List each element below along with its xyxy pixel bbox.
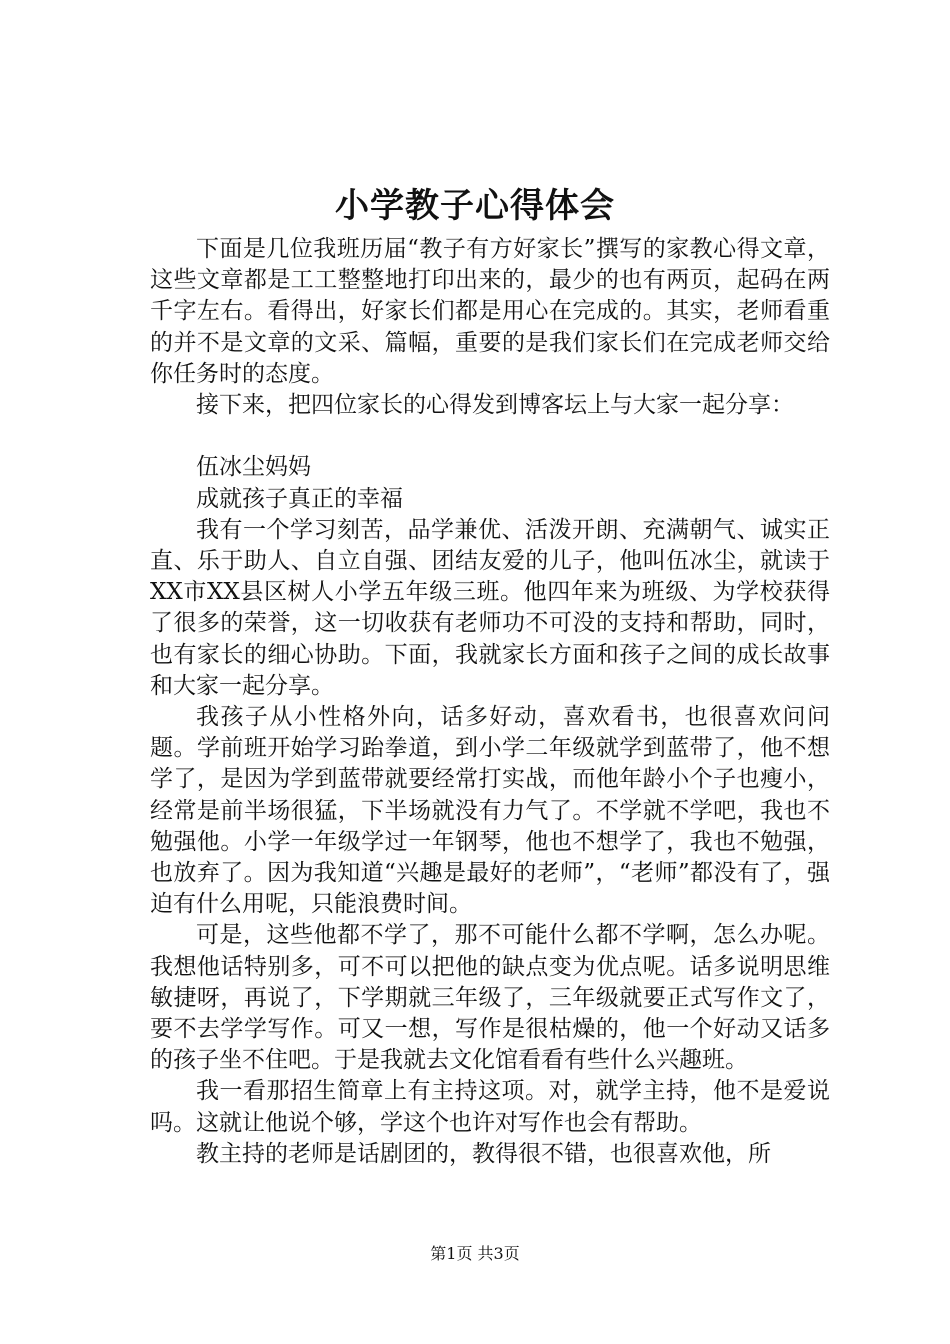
article-subtitle: 成就孩子真正的幸福 — [196, 485, 403, 512]
author-name: 伍冰尘妈妈 — [196, 454, 311, 481]
document-body — [150, 234, 830, 1170]
paragraph-personality: 我孩子从小性格外向，话多好动，喜欢看书，也很喜欢问问题。学前班开始学习跆拳道，到小学二年级就学到蓝带了，他不想学了，是因为学到蓝带就要经常打实战，而他年龄小个子也瘦小，经常是前半场很猛，下半场就没有力气了。不学就不学吧，我也不勉强他。小学一年级学过一年钢琴，他也不想学了，我也不勉强，也放弃了。因为我知道“兴趣是最好的老师”，“老师”都没有了，强迫有什么用呢，只能浪费时间。 — [150, 704, 830, 918]
page-footer: 第1页 共3页 — [430, 1244, 520, 1263]
paragraph-hosting: 我一看那招生简章上有主持这项。对，就学主持，他不是爱说吗。这就让他说个够，学这个也许对写作也会有帮助。 — [150, 1078, 830, 1136]
paragraph-share: 接下来，把四位家长的心得发到博客坛上与大家一起分享： — [196, 392, 794, 419]
document-title: 小学教子心得体会 — [335, 186, 615, 226]
paragraph-teacher: 教主持的老师是话剧团的，教得很不错，也很喜欢他，所 — [196, 1140, 771, 1167]
paragraph-son: 我有一个学习刻苦，品学兼优、活泼开朗、充满朝气、诚实正直、乐于助人、自立自强、团结友爱的儿子，他叫伍冰尘，就读于XX市XX县区树人小学五年级三班。他四年来为班级、为学校获得了很多的荣誉，这一切收获有老师功不可没的支持和帮助，同时，也有家长的细心协助。下面，我就家长方面和孩子之间的成长故事和大家一起分享。 — [150, 516, 830, 699]
paragraph-decision: 可是，这些他都不学了，那不可能什么都不学啊，怎么办呢。我想他话特别多，可不可以把他的缺点变为优点呢。话多说明思维敏捷呀，再说了，下学期就三年级了，三年级就要正式写作文了，要不去学学写作。可又一想，写作是很枯燥的，他一个好动又话多的孩子坐不住吧。于是我就去文化馆看看有些什么兴趣班。 — [150, 922, 830, 1074]
paragraph-intro: 下面是几位我班历届“教子有方好家长”撰写的家教心得文章，这些文章都是工工整整地打印出来的，最少的也有两页，起码在两千字左右。看得出，好家长们都是用心在完成的。其实，老师看重的并不是文章的文采、篇幅，重要的是我们家长们在完成老师交给你任务时的态度。 — [150, 236, 830, 387]
blank-line — [150, 421, 830, 452]
